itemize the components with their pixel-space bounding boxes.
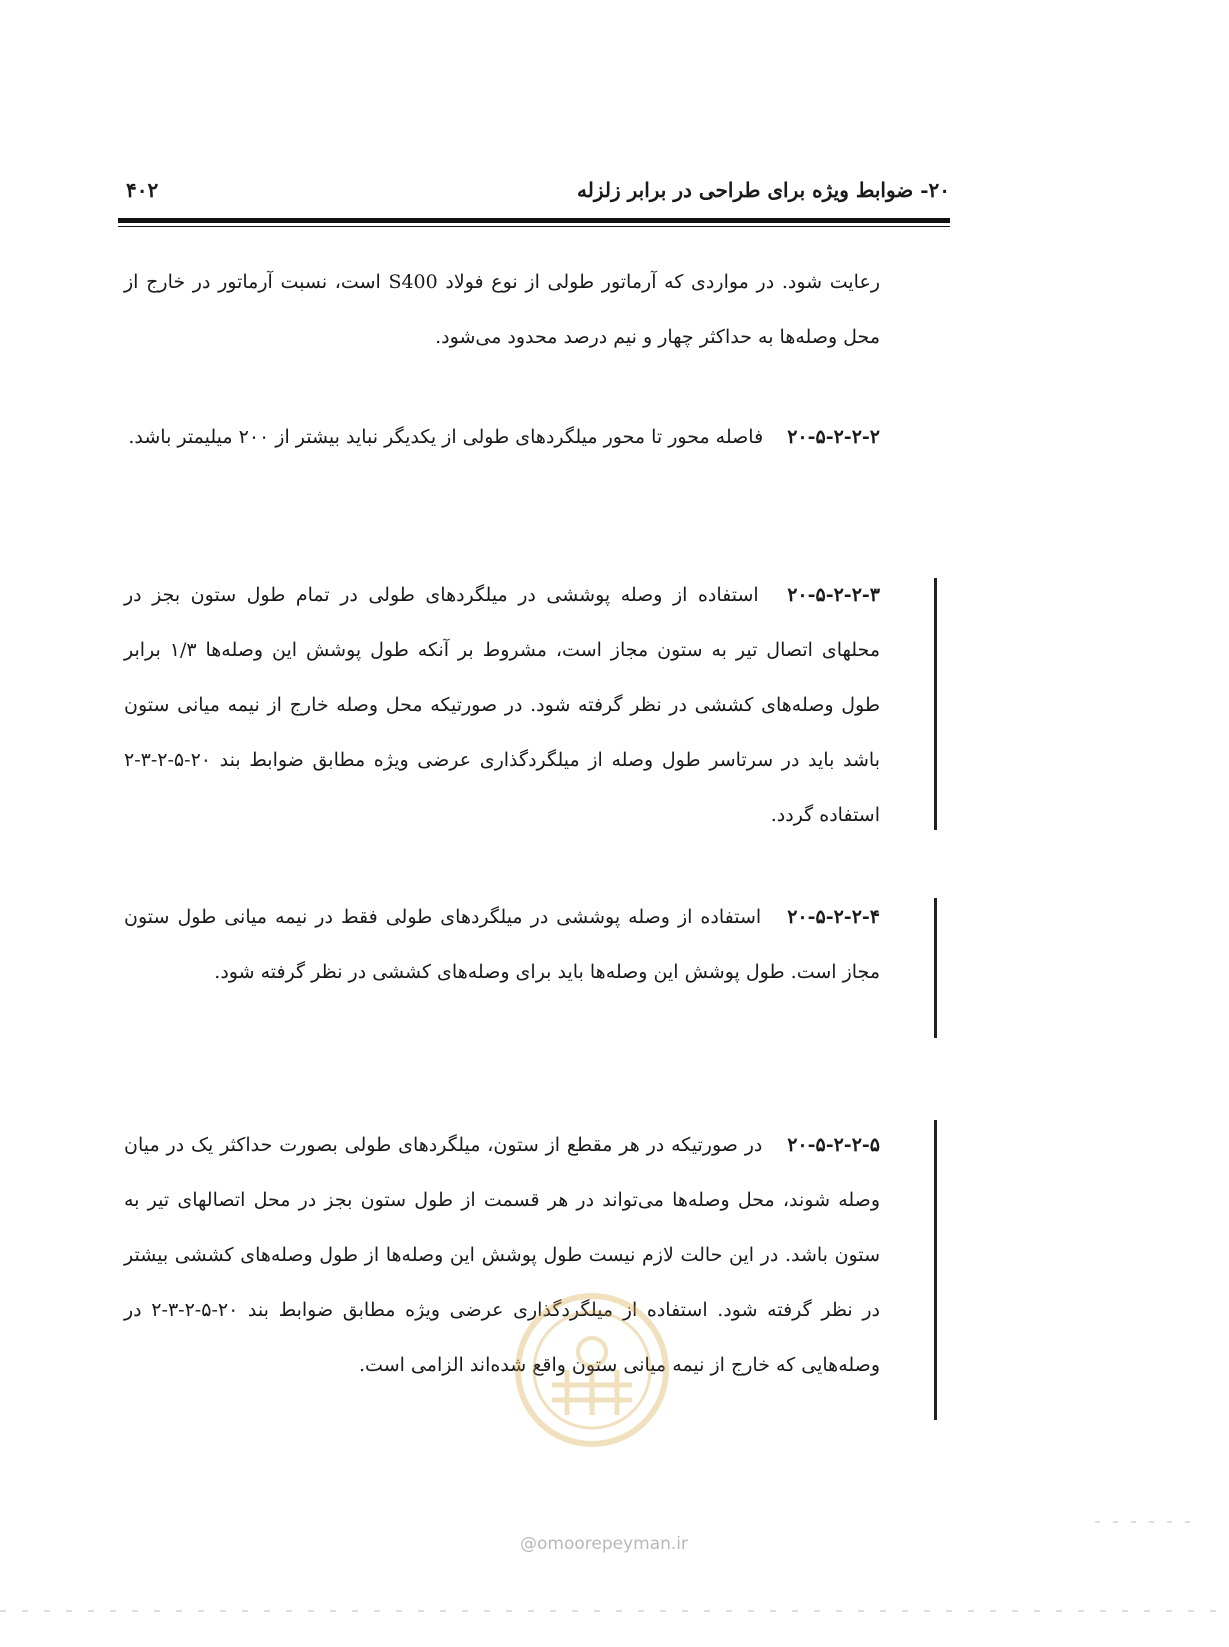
scan-artifact (1095, 1521, 1200, 1523)
paragraph-text: استفاده از وصله پوششی در میلگردهای طولی در تمام طول ستون بجز در محلهای اتصال تیر به ستون مجاز است، مشروط بر آنکه طول پوشش این وصله‌ها ۱/۳ برابر طول وصله‌های کششی در نظر گرفته شود. در صورتیکه محل وصله خارج از نیمه میانی ستون باشد باید در سرتاسر طول وصله از میلگردگذاری عرضی ویژه مطابق ضوابط بند ۲۰-۵-۲-۳-۲ استفاده گردد. (124, 584, 880, 826)
header-rule-thin (118, 226, 950, 227)
clause-paragraph (124, 1118, 880, 1393)
clause-number: ۲۰-۵-۲-۲-۳ (787, 584, 880, 606)
page-header (118, 178, 950, 208)
paragraph-text: رعایت شود. در مواردی که آرماتور طولی از نوع فولاد S400 است، نسبت آرماتور در خارج از محل وصله‌ها به حداکثر چهار و نیم درصد محدود می‌شود. (124, 271, 880, 348)
paragraph-continuation (124, 255, 880, 365)
scan-artifact (0, 1610, 1229, 1612)
clause-number: ۲۰-۵-۲-۲-۲ (787, 426, 880, 448)
paragraph-text: فاصله محور تا محور میلگردهای طولی از یکدیگر نباید بیشتر از ۲۰۰ میلیمتر باشد. (128, 426, 764, 448)
revision-bar (934, 1120, 937, 1420)
watermark-stamp-icon (512, 1290, 672, 1450)
page-number: ۴۰۲ (126, 178, 159, 202)
clause-number: ۲۰-۵-۲-۲-۵ (787, 1134, 880, 1156)
paragraph-text: در صورتیکه در هر مقطع از ستون، میلگردهای طولی بصورت حداکثر یک در میان وصله شوند، محل وصله‌ها می‌تواند در هر قسمت از طول ستون بجز در محل اتصالهای تیر به ستون باشد. در این حالت لازم نیست طول پوشش این وصله‌ها از طول وصله‌های کششی بیشتر در نظر گرفته شود. استفاده از میلگردگذاری عرضی ویژه مطابق ضوابط بند ۲۰-۵-۲-۳-۲ در وصله‌هایی که خارج از نیمه میانی ستون واقع شده‌اند الزامی است. (124, 1134, 880, 1376)
clause-number: ۲۰-۵-۲-۲-۴ (787, 906, 880, 928)
header-rule-thick (118, 218, 950, 223)
chapter-title: ۲۰- ضوابط ویژه برای طراحی در برابر زلزله (577, 178, 950, 202)
revision-bar (934, 578, 937, 830)
watermark-url: @omoorepeyman.ir (520, 1534, 689, 1554)
revision-bar (934, 898, 937, 1038)
clause-paragraph (124, 568, 880, 843)
clause-paragraph (124, 890, 880, 1000)
clause-paragraph (124, 410, 880, 465)
paragraph-text: استفاده از وصله پوششی در میلگردهای طولی فقط در نیمه میانی طول ستون مجاز است. طول پوشش این وصله‌ها باید برای وصله‌های کششی در نظر گرفته شود. (124, 906, 880, 983)
